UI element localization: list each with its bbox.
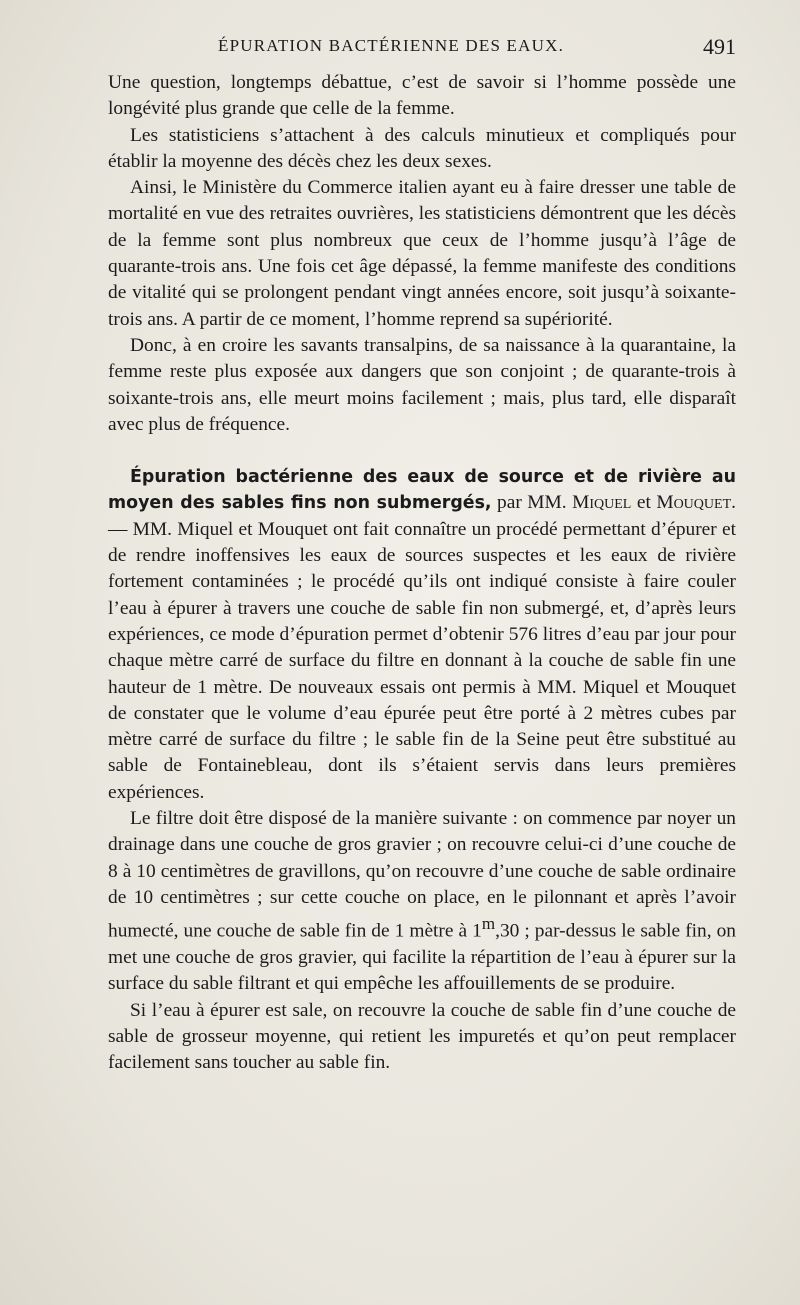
paragraph-conclusion: Donc, à en croire les savants transalpins, de sa naissance à la quarantaine, la femme reste plus exposée aux dangers que son conjoint ; de quarante-trois à soixante-trois ans, elle meurt moins facilement ; mais, plus tard, elle disparaît avec plus de fréquence. [108,334,736,435]
meter-superscript: m [481,914,496,934]
body-text [108,70,736,1076]
section-by: par MM. [491,492,573,514]
filter-text-before: Le filtre doit être disposé de la manière suivante : on commence par noyer un drainage dans une couche de gros gravier ; on recouvre celui-ci d’une couche de 8 à 10 centimètres de gravillons, qu’on recouvre d’une couche de sable ordinaire de 10 centimètres ; sur cette couche on place, en le pilonnant et après l’avoir humecté, une couche de sable fin de 1 mètre à 1 [108,808,736,942]
paragraph-statisticians: Les statisticiens s’attachent à des calculs minutieux et compliqués pour établir la moyenne des décès chez les deux sexes. [108,124,736,172]
section-and: et [631,492,657,514]
section-body: MM. Miquel et Mouquet ont fait connaître un procédé permettant d’épurer et de rendre inoffensives les eaux de sources suspectes et les eaux de rivière fortement contaminées ; le procédé qu’ils ont indiqué consiste à faire couler l’eau à épurer à travers une couche de sable fin non submergé, et, d’après leurs expériences, ce mode d’épuration permet d’obtenir 576 litres d’eau par jour pour chaque mètre carré de surface du filtre en donnant à la couche de sable fin une hauteur de 1 mètre. De nouveaux essais ont permis à MM. Miquel et Mouquet de constater que le volume d’eau épurée peut être porté à 2 mètres cubes par mètre carré de surface du filtre ; le sable fin de la Seine peut être substitué au sable de Fontainebleau, dont ils s’étaient servis dans leurs premières expériences. [108,518,736,803]
filter-text-after: ,30 ; par-dessus le sable fin, on met une couche de gros gravier, qui facilite la répartition de l’eau à épurer sur la surface du sable filtrant et qui empêche les affouillements de se produire. [108,920,736,995]
running-title: ÉPURATION BACTÉRIENNE DES EAUX. [218,36,565,55]
section-title: Épuration bactérienne des eaux de source et de rivière au moyen des sables fins non submergés, [108,467,736,514]
page-number: 491 [703,34,736,59]
paragraph-italian-ministry: Ainsi, le Ministère du Commerce italien ayant eu à faire dresser une table de mortalité en vue des retraites ouvrières, les statisticiens démontrent que les décès de la femme sont plus nombreux que ceux de l’homme jusqu’à l’âge de quarante-trois ans. Une fois cet âge dépassé, la femme manifeste des conditions de vitalité qui se prolongent pendant vingt années encore, soit jusqu’à soixante-trois ans. A partir de ce moment, l’homme reprend sa supériorité. [108,177,736,330]
section-water-purification [108,464,736,806]
author-mouquet: Mouquet [656,492,732,514]
section-dash: . — [108,492,736,540]
paragraph-longevity-question: Une question, longtemps débattue, c’est de savoir si l’homme possède une longévité plus grande que celle de la femme. [108,72,736,120]
page-header [108,34,736,66]
author-miquel: Miquel [572,492,632,514]
paragraph-dirty-water: Si l’eau à épurer est sale, on recouvre la couche de sable fin d’une couche de sable de grosseur moyenne, qui retient les impuretés et qu’on peut remplacer facilement sans toucher au sable fin. [108,999,736,1074]
paragraph-filter-construction [108,806,736,998]
